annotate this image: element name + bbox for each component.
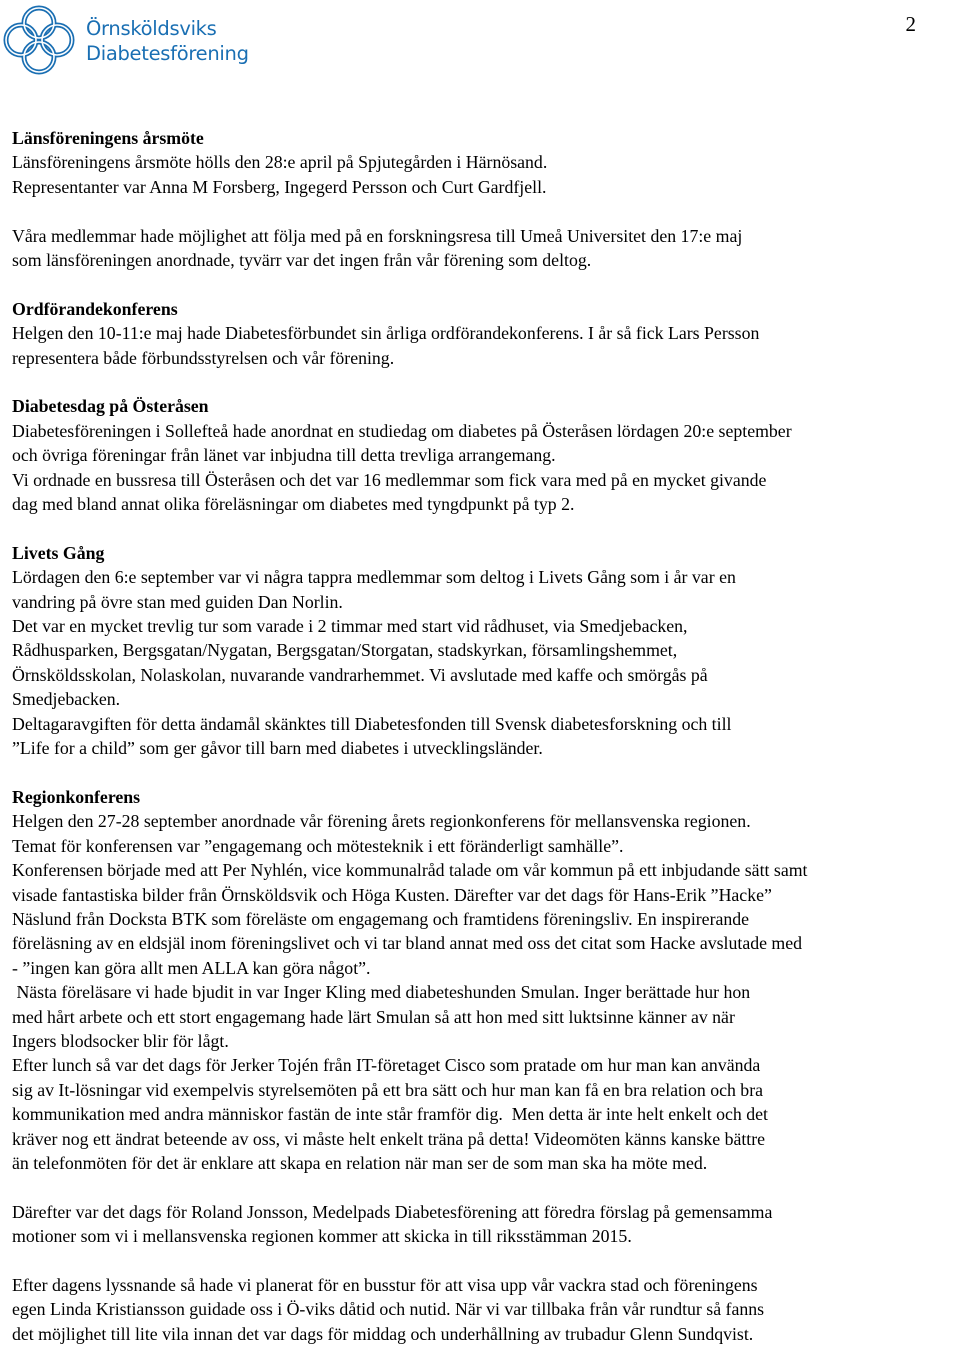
text-line: Det var en mycket trevlig tur som varade i 2 timmar med start vid rådhuset, via Smedjebacken, — [12, 616, 688, 637]
section-heading: Regionkonferens — [12, 786, 141, 807]
text-line: och övriga föreningar från länet var inbjudna till detta trevliga arrangemang. — [12, 445, 556, 466]
text-line: vandring på övre stan med guiden Dan Norlin. — [12, 591, 343, 612]
text-line: Temat för konferensen var ”engagemang och mötesteknik i ett föränderligt samhälle”. — [12, 835, 624, 856]
text-line: Helgen den 27-28 september anordnade vår förening årets regionkonferens för mellansvenska regionen. — [12, 811, 751, 832]
logo-line-2: Diabetesförening — [86, 42, 249, 65]
text-line: Efter dagens lyssnande så hade vi planerat för en busstur för att visa upp vår vackra stad och föreningens — [12, 1274, 758, 1295]
text-line: Diabetesföreningen i Sollefteå hade anordnat en studiedag om diabetes på Österåsen lördagen 20:e september — [12, 420, 792, 441]
section-heading: Livets Gång — [12, 542, 105, 563]
text-line: visade fantastiska bilder från Örnsköldsvik och Höga Kusten. Därefter var det dags för Hans-Erik ”Hacke” — [12, 884, 772, 905]
text-line: Våra medlemmar hade möjlighet att följa med på en forskningsresa till Umeå Universitet den 17:e maj — [12, 225, 743, 246]
text-line: Näslund från Docksta BTK som föreläste om engagemang och framtidens föreningsliv. En inspirerande — [12, 908, 750, 929]
text-line: Smedjebacken. — [12, 689, 121, 710]
text-line: motioner som vi i mellansvenska regionen kommer att skicka in till riksstämman 2015. — [12, 1226, 632, 1247]
knot-logo-icon — [2, 4, 76, 76]
text-line: Ingers blodsocker blir för lågt. — [12, 1030, 229, 1051]
text-line: kommunikation med andra människor fastän de inte står framför dig. Men detta är inte helt enkelt och det — [12, 1104, 768, 1125]
text-line: Rådhusparken, Bergsgatan/Nygatan, Bergsgatan/Storgatan, stadskyrkan, församlingshemmet, — [12, 640, 678, 661]
section-heading: Länsföreningens årsmöte — [12, 128, 204, 148]
section-heading: Diabetesdag på Österåsen — [12, 396, 209, 417]
document-body — [12, 126, 958, 1346]
logo-line-1: Örnsköldsviks — [86, 17, 217, 40]
text-line: än telefonmöten för det är enklare att skapa en relation när man ser de som man ska ha möte med. — [12, 1152, 708, 1173]
page-number: 2 — [905, 12, 916, 36]
text-line: som länsföreningen anordnade, tyvärr var det ingen från vår förening som deltog. — [12, 250, 592, 271]
text-line: Örnsköldsskolan, Nolaskolan, nuvarande vandrarhemmet. Vi avslutade med kaffe och smörgås på — [12, 664, 708, 685]
text-line: representera både förbundsstyrelsen och vår förening. — [12, 347, 395, 368]
text-line: Representanter var Anna M Forsberg, Ingegerd Persson och Curt Gardfjell. — [12, 176, 547, 197]
section-heading: Ordförandekonferens — [12, 298, 178, 319]
text-line: egen Linda Kristiansson guidade oss i Ö-viks dåtid och nutid. När vi var tillbaka från vår rundtur så fanns — [12, 1299, 765, 1320]
text-line: Nästa föreläsare vi hade bjudit in var Inger Kling med diabeteshunden Smulan. Inger berättade hur hon — [12, 982, 751, 1003]
text-line: sig av It-lösningar vid exempelvis styrelsemöten på ett bra sätt och hur man kan få en bra relation och bra — [12, 1079, 764, 1100]
text-line: - ”ingen kan göra allt men ALLA kan göra något”. — [12, 957, 371, 978]
text-line: Vi ordnade en bussresa till Österåsen och det var 16 medlemmar som fick vara med på en mycket givande — [12, 469, 767, 490]
text-line: dag med bland annat olika föreläsningar om diabetes med tyngdpunkt på typ 2. — [12, 494, 575, 515]
text-line: Deltagaravgiften för detta ändamål skänktes till Diabetesfonden till Svensk diabetesforskning och till — [12, 713, 732, 734]
text-line: kräver nog ett ändrat beteende av oss, vi måste helt enkelt träna på detta! Videomöten känns kanske bättre — [12, 1128, 766, 1149]
text-line: Lördagen den 6:e september var vi några tappra medlemmar som deltog i Livets Gång som i år var en — [12, 567, 736, 588]
text-line: Därefter var det dags för Roland Jonsson, Medelpads Diabetesförening att föredra förslag på gemensamma — [12, 1201, 773, 1222]
text-line: Konferensen började med att Per Nyhlén, vice kommunalråd talade om vår kommun på ett inbjudande sätt samt — [12, 860, 808, 881]
text-line: med hårt arbete och ett stort engagemang hade lärt Smulan så att hon med sitt luktsinne känner av när — [12, 1006, 735, 1027]
text-line: Helgen den 10-11:e maj hade Diabetesförbundet sin årliga ordförandekonferens. I år så fick Lars Persson — [12, 323, 760, 344]
text-line: det möjlighet till lite vila innan det var dags för middag och underhållning av trubadur Glenn Sundqvist. — [12, 1323, 754, 1344]
text-line: föreläsning av en eldsjäl inom föreningslivet och vi tar bland annat med oss det citat som Hacke avslutade med — [12, 933, 803, 954]
text-line: Efter lunch så var det dags för Jerker Tojén från IT-företaget Cisco som pratade om hur man kan använda — [12, 1055, 761, 1076]
text-line: ”Life for a child” som ger gåvor till barn med diabetes i utvecklingsländer. — [12, 738, 543, 759]
text-line: Länsföreningens årsmöte hölls den 28:e april på Spjutegården i Härnösand. — [12, 152, 548, 173]
organization-logo — [2, 4, 252, 76]
